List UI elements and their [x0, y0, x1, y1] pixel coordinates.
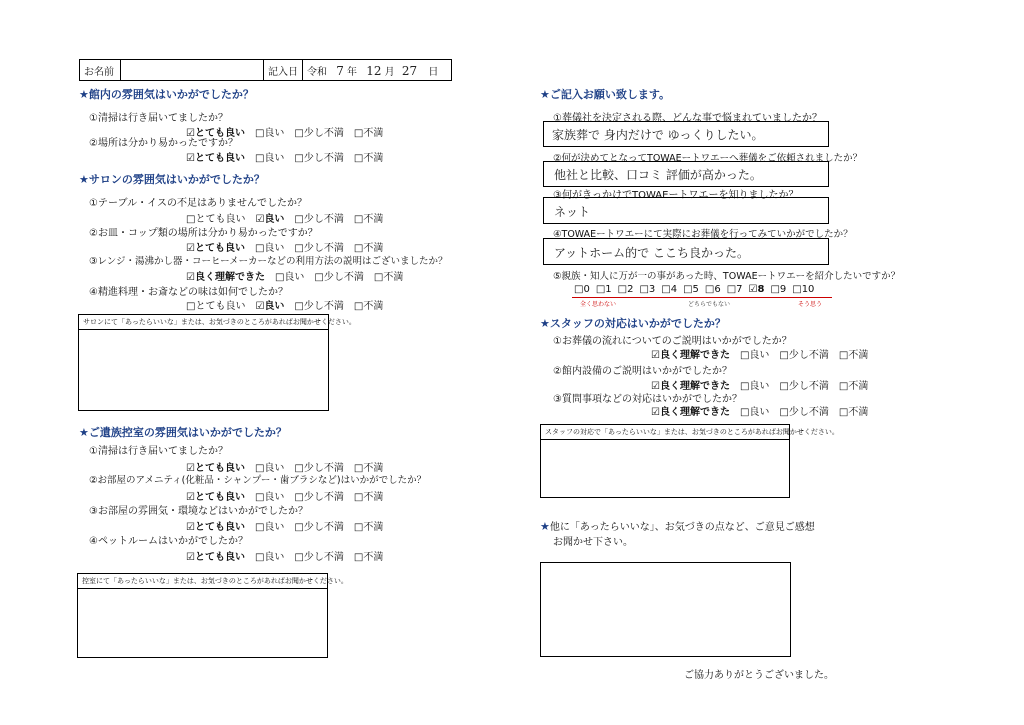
- staff-note-box[interactable]: [540, 424, 839, 498]
- recommend-scale[interactable]: □0 □1 □2 □3 □4 □5 □6 □7 ☑8 □9 □10: [574, 284, 815, 295]
- family-note-label: 控室にて「あったらいいな」または、お気づきのところがあればお聞かせください。: [78, 574, 327, 589]
- hall-q1-options[interactable]: ☑とても良い □良い □少し不満 □不満: [186, 128, 384, 139]
- salon-q4-options[interactable]: □とても良い ☑良い □少し不満 □不満: [186, 301, 384, 312]
- scale-high-label: そう思う: [798, 301, 823, 308]
- request-q2: ②何が決めてとなってTOWAEートワエーへ葬儀をご依頼されましたか？: [553, 153, 863, 164]
- staff-q2: ②館内設備のご説明はいかがでしたか？: [553, 366, 732, 377]
- salon-q3-options[interactable]: ☑良く理解できた □良い □少し不満 □不満: [186, 272, 404, 283]
- staff-q3-options[interactable]: ☑良く理解できた □良い □少し不満 □不満: [651, 407, 869, 418]
- date-day: 27: [401, 63, 418, 78]
- date-label: 記入日: [264, 60, 303, 81]
- family-q2: ②お部屋のアメニティ(化粧品・シャンプー・歯ブラシなど)はいかがでしたか？: [89, 475, 427, 486]
- request-q5: ⑤親族・知人に万が一の事があった時、TOWAEートワエーを紹介したいですか？: [553, 271, 901, 282]
- date-month: 12: [366, 63, 382, 78]
- salon-q2-options[interactable]: ☑とても良い □良い □少し不満 □不満: [186, 243, 384, 254]
- salon-q2: ②お皿・コップ類の場所は分かり易かったですか？: [89, 228, 318, 239]
- family-title: ★ご遺族控室の雰囲気はいかがでしたか？: [79, 426, 287, 439]
- staff-q2-options[interactable]: ☑良く理解できた □良い □少し不満 □不満: [651, 381, 869, 392]
- request-a1: 家族葬で 身内だけで ゆっくりしたい。: [552, 128, 764, 142]
- other-note-box[interactable]: [540, 562, 791, 657]
- staff-title: ★スタッフの対応はいかがでしたか？: [540, 317, 726, 330]
- scale-arrow-line: [572, 297, 832, 298]
- salon-q3: ③レンジ・湯沸かし器・コーヒーメーカーなどの利用方法の説明はございましたか？: [89, 256, 448, 267]
- family-q3: ③お部屋の雰囲気・環境などはいかがでしたか？: [89, 506, 308, 517]
- request-a4-box[interactable]: [543, 238, 829, 265]
- thanks-text: ご協力ありがとうございました。: [684, 670, 834, 681]
- family-q2-options[interactable]: ☑とても良い □良い □少し不満 □不満: [186, 492, 384, 503]
- request-q3: ③何がきっかけでTOWAEートワエーを知りましたか？: [553, 190, 799, 201]
- request-a2: 他社と比較、口コミ 評価が高かった。: [554, 168, 762, 182]
- request-q1: ①葬儀社を決定される際、どんな事で悩まれていましたか？: [553, 113, 822, 124]
- family-q3-options[interactable]: ☑とても良い □良い □少し不満 □不満: [186, 522, 384, 533]
- request-a4: アットホーム的で ここち良かった。: [554, 246, 749, 260]
- date-field[interactable]: 令和 7 年 12 月 27 日: [303, 60, 452, 81]
- request-a1-box[interactable]: [543, 121, 829, 147]
- salon-note-box[interactable]: [78, 314, 356, 411]
- request-a3: ネット: [554, 205, 591, 219]
- name-field[interactable]: [121, 60, 264, 81]
- family-q4-options[interactable]: ☑とても良い □良い □少し不満 □不満: [186, 552, 384, 563]
- staff-q1-options[interactable]: ☑良く理解できた □良い □少し不満 □不満: [651, 350, 869, 361]
- family-q4: ④ペットルームはいかがでしたか？: [89, 536, 248, 547]
- hall-q2: ②場所は分かり易かったですか？: [89, 138, 238, 149]
- salon-q1-options[interactable]: □とても良い ☑良い □少し不満 □不満: [186, 214, 384, 225]
- salon-note-label: サロンにて「あったらいいな」または、お気づきのところがあればお聞かせください。: [79, 315, 328, 330]
- family-q1: ①清掃は行き届いてましたか？: [89, 446, 228, 457]
- request-title: ★ご記入お願い致します。: [540, 88, 670, 101]
- header-table: [79, 59, 452, 81]
- request-a2-box[interactable]: [543, 161, 829, 187]
- salon-q4: ④精進料理・お斎などの味は如何でしたか？: [89, 287, 288, 298]
- hall-q1: ①清掃は行き届いてましたか？: [89, 113, 228, 124]
- salon-title: ★サロンの雰囲気はいかがでしたか？: [79, 173, 265, 186]
- family-q1-options[interactable]: ☑とても良い □良い □少し不満 □不満: [186, 463, 384, 474]
- other-line1: ★他に「あったらいいな」、お気づきの点など、ご意見ご感想: [540, 520, 815, 533]
- scale-mid-label: どちらでもない: [688, 301, 730, 308]
- other-line2: お聞かせ下さい。: [553, 537, 633, 548]
- staff-note-label: スタッフの対応で「あったらいいな」または、お気づきのところがあればお聞かせください。: [541, 425, 789, 440]
- salon-q1: ①テーブル・イスの不足はありませんでしたか？: [89, 198, 307, 209]
- staff-q3: ③質問事項などの対応はいかがでしたか？: [553, 394, 742, 405]
- date-year: 7: [336, 63, 344, 78]
- hall-q2-options[interactable]: ☑とても良い □良い □少し不満 □不満: [186, 153, 384, 164]
- staff-q1: ①お葬儀の流れについてのご説明はいかがでしたか？: [553, 336, 792, 347]
- scale-low-label: 全く思わない: [580, 301, 617, 308]
- hall-title: ★館内の雰囲気はいかがでしたか？: [79, 88, 254, 101]
- request-a3-box[interactable]: [543, 197, 829, 224]
- request-q4: ④TOWAEートワエーにて実際にお葬儀を行ってみていかがでしたか？: [553, 229, 853, 240]
- name-label: お名前: [80, 60, 121, 81]
- family-note-box[interactable]: [77, 573, 348, 658]
